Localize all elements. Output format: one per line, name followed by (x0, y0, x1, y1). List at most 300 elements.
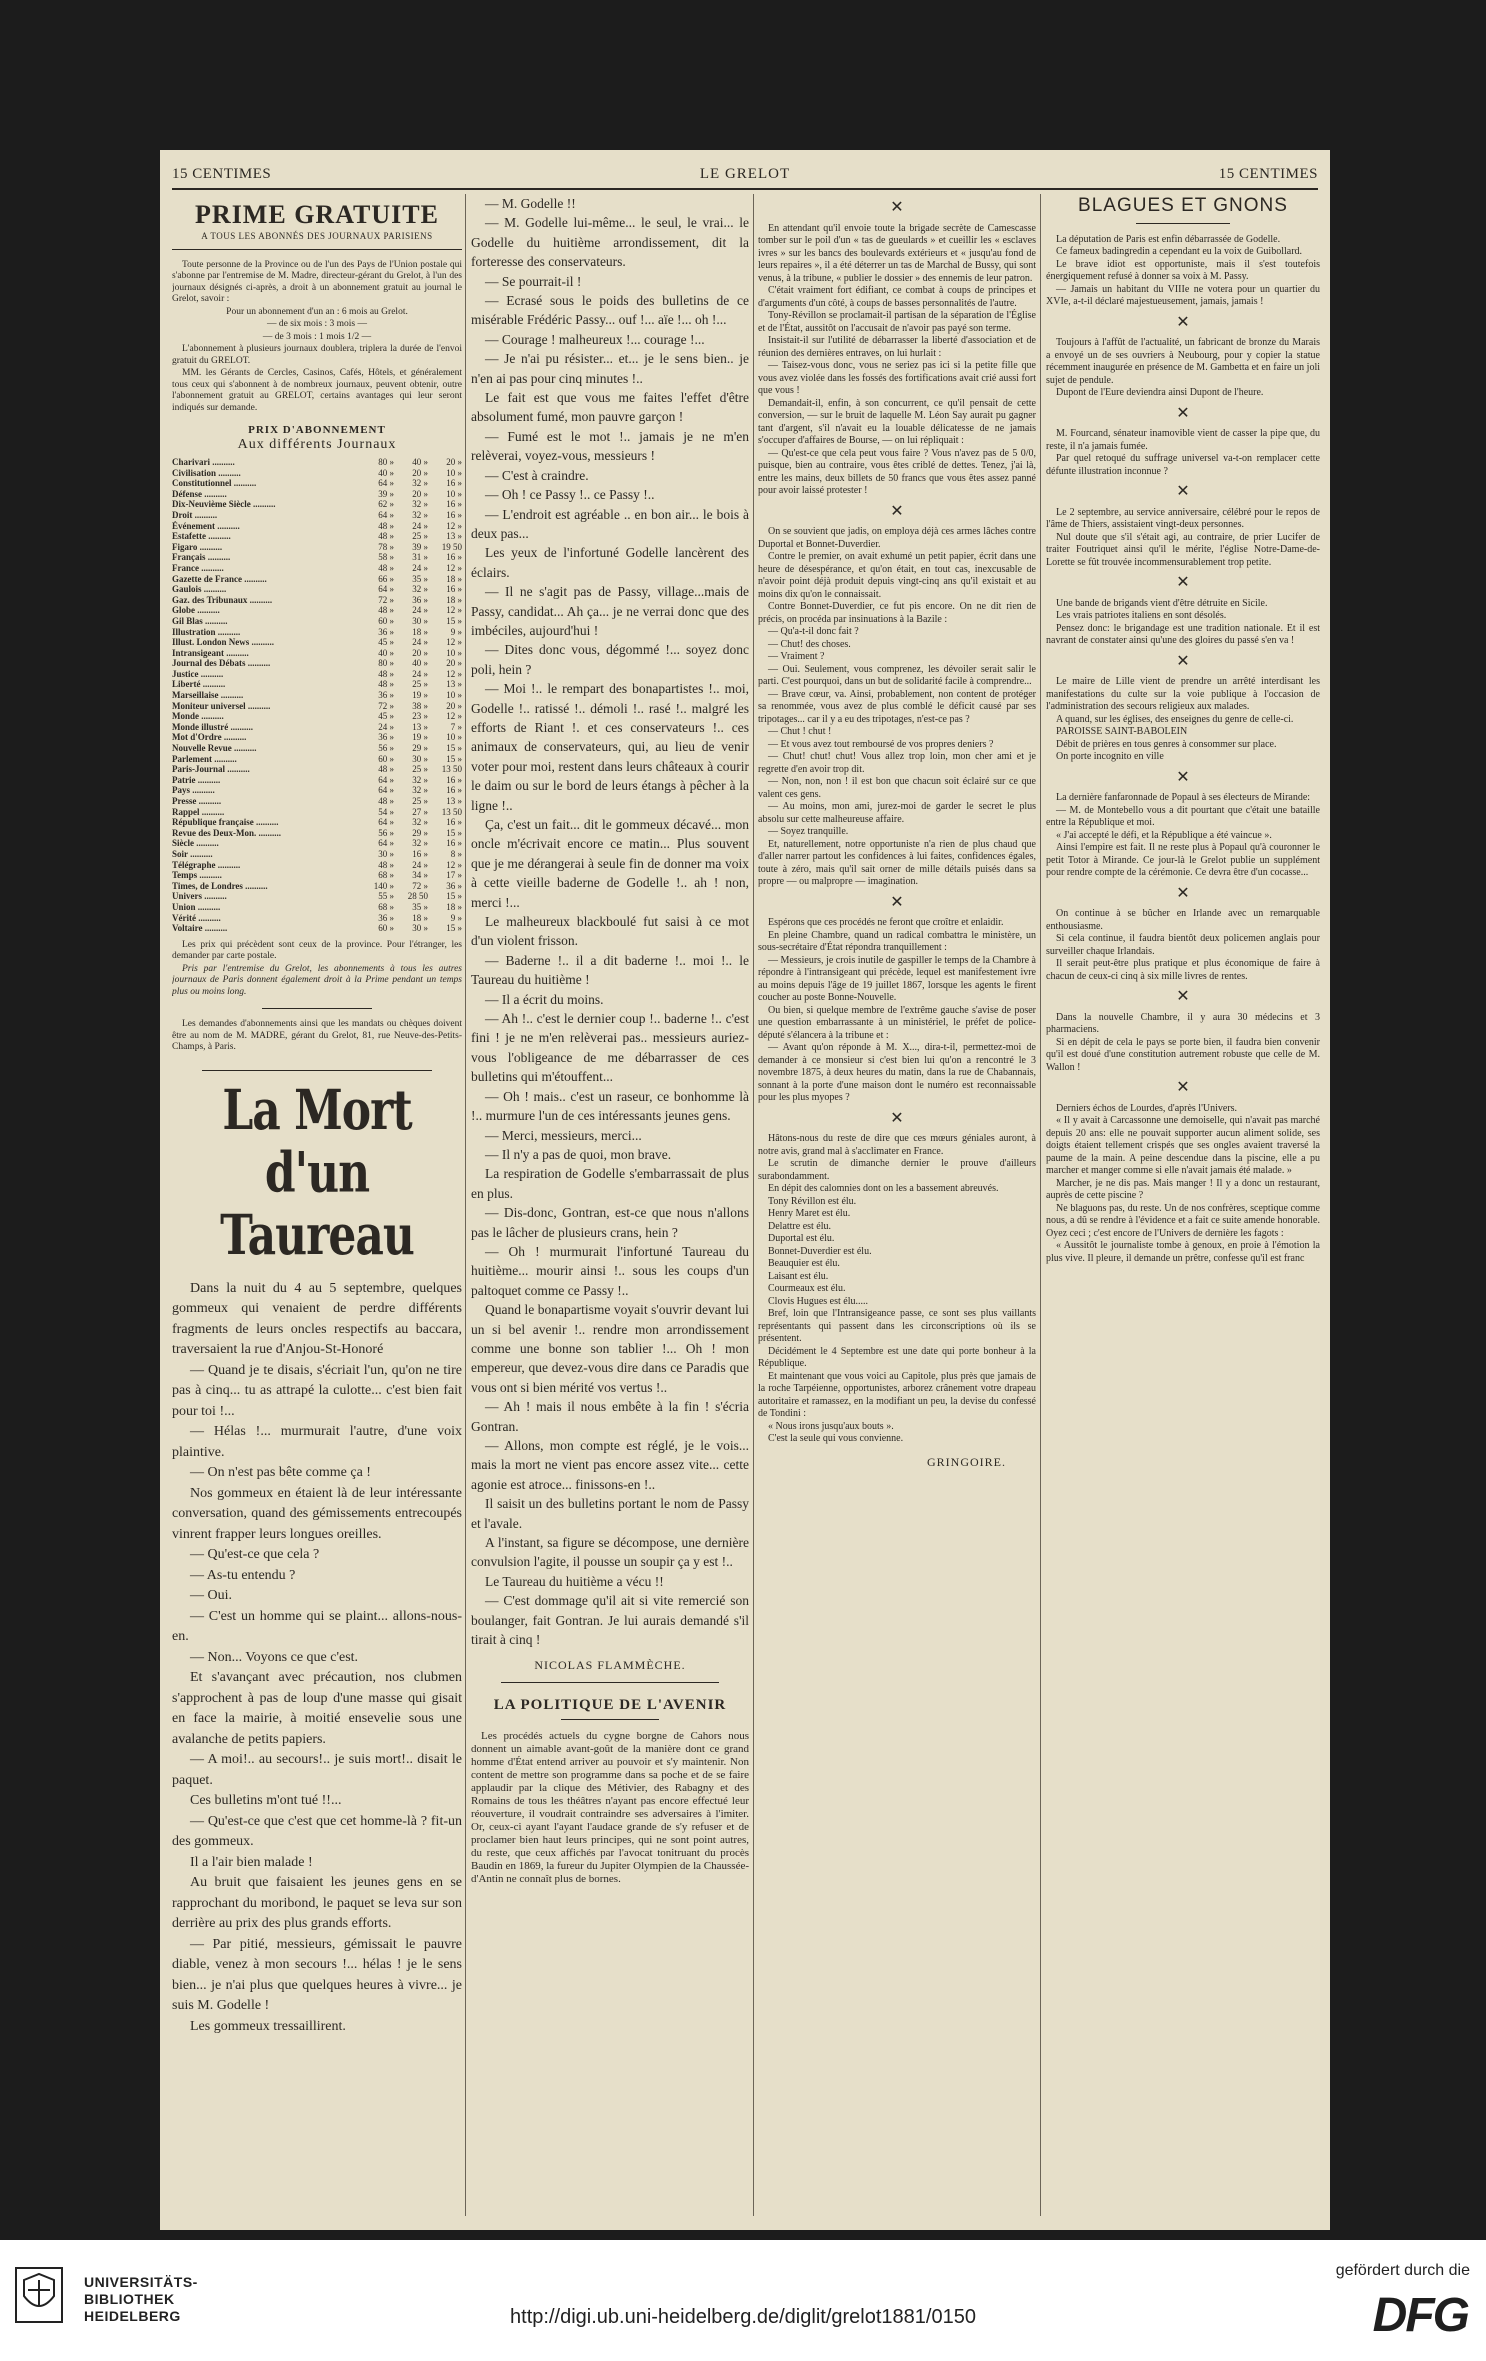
paragraph: — Brave cœur, va. Ainsi, probablement, non content de protéger sa renommée, vous avez de plus comblé le déficit causé par ses tripotages... car il y a eu des tripotages, n'est-ce pas ? (758, 688, 1036, 725)
price-row (172, 701, 462, 712)
paragraph: — Qu'est-ce que c'est que cet homme-là ? fit-un des gommeux. (172, 1813, 462, 1850)
journal-name: République française .......... (172, 817, 279, 828)
blagues-body (1046, 234, 1320, 1266)
journal-name: Parlement .......... (172, 753, 237, 764)
price-row (172, 838, 462, 849)
journal-price: 54 » (378, 806, 394, 817)
divider (262, 1008, 372, 1009)
journal-price: 16 » (446, 552, 462, 563)
journal-price: 45 » (378, 711, 394, 722)
price-row (172, 552, 462, 563)
price-row (172, 627, 462, 638)
journal-name: Soir .......... (172, 848, 213, 859)
journal-price: 64 » (378, 817, 394, 828)
journal-price: 24 » (412, 859, 428, 870)
journal-name: Télégraphe .......... (172, 859, 241, 870)
paragraph: En pleine Chambre, quand un radical combattra le ministère, un sous-secrétaire d'État répondra tranquillement : (758, 929, 1036, 953)
journal-name: Journal des Débats .......... (172, 658, 271, 669)
journal-name: Siècle .......... (172, 838, 219, 849)
journal-price: 40 » (412, 457, 428, 467)
price-row (172, 902, 462, 913)
price-row (172, 637, 462, 648)
paragraph: Demandait-il, enfin, à son concurrent, ce qu'il pensait de cette conversion, — sur le bruit de laquelle M. Léon Say aurait pu gagner tant d'argent, s'il n'avait eu la louable délicatesse de ne jamais s'occuper d'affaires de Bourse, — on lui répliquait : (758, 397, 1036, 446)
journal-price: 24 » (378, 721, 394, 732)
price-row (172, 870, 462, 881)
price-row (172, 531, 462, 542)
paragraph: — Allons, mon compte est réglé, je le vois... mais la mort ne vient pas encore assez vite... cette agonie est atroce... finissons-en !.. (471, 1438, 749, 1492)
journal-price: 72 » (378, 594, 394, 605)
journal-price: 13 » (446, 679, 462, 690)
journal-name: Patrie .......... (172, 774, 221, 785)
cross-mark: ✕ (1176, 404, 1190, 422)
price-table (172, 457, 462, 934)
journal-name: Illustration .......... (172, 626, 241, 637)
paragraph: Si en dépit de cela le pays se porte bien, il faudra bien convenir qu'il est doué d'une constitution autrement robuste que celle de M. Wallon ! (1046, 1036, 1320, 1073)
footer-bar (0, 2240, 1486, 2361)
paragraph: C'est la seule qui vous convienne. (768, 1433, 904, 1444)
journal-price: 72 » (412, 880, 428, 891)
cross-mark: ✕ (1176, 768, 1190, 786)
price-row (172, 679, 462, 690)
column-divider (1040, 194, 1041, 2216)
divider (202, 1070, 432, 1071)
politique-continuation (758, 223, 1036, 1446)
paragraph: Ainsi l'empire est fait. Il ne reste plus à Popaul qu'à couronner le petit Totor à Mirande. Ce jour-là le Grelot publie un supplément pour rendre compte de la cérémonie. Ce devra être d'un cocasse... (1046, 842, 1320, 878)
cross-mark: ✕ (890, 1109, 904, 1127)
story-body (172, 1279, 462, 2038)
story-title: La Mort d'un Taureau (220, 1078, 414, 1268)
price-row (172, 860, 462, 871)
journal-name: Paris-Journal .......... (172, 764, 250, 775)
paragraph: — Se pourrait-il ! (485, 273, 582, 289)
column-3 (758, 194, 1036, 2220)
price-row (172, 584, 462, 595)
column-divider (753, 194, 754, 2216)
paragraph: Le brave idiot est opportuniste, mais il s'est toutefois énergiquement refusé à donner sa voix à M. Passy. (1046, 258, 1320, 282)
prix-subtitle: Aux différents Journaux (237, 436, 397, 452)
paragraph: — M. de Montebello vous a dit pourtant que c'était une bataille entre la République et moi. (1046, 804, 1320, 828)
journal-price: 24 » (412, 520, 428, 531)
paragraph: — Il a écrit du moins. (485, 991, 604, 1007)
journal-price: 16 » (446, 774, 462, 785)
paragraph: Le malheureux blackboulé fut saisi à ce mot d'un violent frisson. (471, 914, 749, 949)
journal-price: 60 » (378, 753, 394, 764)
paragraph: Courmeaux est élu. (768, 1283, 846, 1294)
paragraph: En attendant qu'il envoie toute la brigade secrète de Camescasse tomber sur le poil d'un « tas de gueulards » et cueillir les « esclaves ivres » sur les bancs des boulevards extérieurs et « jusqu'au fond de leurs repaires », il a été déterrer un tas de Marchal de Bussy, qui sont venus, à la tribune, « publier le dossier » des ennemis de leur patron. (758, 222, 1036, 284)
journal-price: 12 » (446, 637, 462, 648)
price-row (172, 658, 462, 669)
paragraph: — Soyez tranquille. (768, 826, 849, 837)
journal-name: Constitutionnel .......... (172, 478, 257, 489)
paragraph: Par quel retoqué du suffrage universel va-t-on remplacer cette défunte illustration inconnue ? (1046, 453, 1320, 477)
story-continuation (471, 194, 749, 1649)
paragraph: On porte incognito en ville (1056, 751, 1164, 762)
price-row (172, 521, 462, 532)
journal-name: Voltaire .......... (172, 923, 228, 934)
journal-price: 30 » (378, 848, 394, 859)
price-row (172, 489, 462, 500)
journal-price: 10 » (446, 647, 462, 658)
journal-name: Monde illustré .......... (172, 721, 253, 732)
paragraph: — Vraiment ? (768, 651, 825, 662)
journal-name: Marseillaise .......... (172, 690, 244, 701)
paragraph: — Il n'y a pas de quoi, mon brave. (485, 1146, 672, 1162)
journal-price: 29 » (412, 827, 428, 838)
paragraph: Laisant est élu. (768, 1270, 829, 1282)
journal-price: 20 » (446, 457, 462, 467)
prime-line2: — de six mois : 3 mois — (266, 319, 368, 329)
prime-note3: Les demandes d'abonnements ainsi que les mandats ou chèques doivent être au nom de M. MADRE, gérant du Grelot, 81, rue Neuve-des-Petits-Champs, à Paris. (172, 1019, 462, 1053)
journal-price: 39 » (412, 541, 428, 552)
paragraph: En dépit des calomnies dont on les a bassement abreuvés. (768, 1183, 999, 1194)
journal-name: Français .......... (172, 552, 231, 563)
paragraph: — Oui. (190, 1588, 232, 1604)
paragraph: « Aussitôt le journaliste tombe à genoux, en proie à l'émotion la plus vive. Il pleure, il demande un prêtre, confesse qu'il est franc (1046, 1240, 1320, 1264)
journal-name: Globe .......... (172, 605, 220, 616)
journal-price: 30 » (412, 615, 428, 626)
journal-price: 27 » (412, 806, 428, 817)
cross-mark: ✕ (890, 893, 904, 911)
politique-text: Les procédés actuels du cygne borgne de Cahors nous donnent un aimable avant-goût de la manière dont ce grand homme d'État entend arriver au pouvoir et s'y maintenir. Non content de mettre son programme dans sa poche et de se faire applaudir par la clique des Métivier, des Rabagny et des Romains de tous les théâtres n'ayant pas encore effectué leur réouverture, il voudrait contraindre ses adversaires à l'imiter. Or, ceux-ci ayant l'ayant l'audace grande de s'y refuser et de proclamer bien haut leurs principes, qui ne sont point autres, du reste, que ceux affichés par l'avocat tonitruant du procès Baudin en 1869, la fureur du Jupiter Olympien de la Chaussée-d'Antin ne connaît plus de bornes. (471, 1730, 749, 1886)
journal-name: Gil Blas .......... (172, 615, 228, 626)
journal-price: 36 » (446, 880, 462, 891)
price-row (172, 913, 462, 924)
divider (561, 1719, 659, 1720)
paragraph: Décidément le 4 Septembre est une date qui porte bonheur à la République. (758, 1345, 1036, 1369)
journal-price: 60 » (378, 923, 394, 934)
journal-price: 48 » (378, 531, 394, 542)
paragraph: — A moi!.. au secours!.. je suis mort!.. disait le paquet. (172, 1752, 462, 1788)
journal-price: 10 » (446, 732, 462, 743)
journal-price: 140 » (373, 880, 394, 891)
journal-name: Monde .......... (172, 711, 224, 722)
price-row (172, 478, 462, 489)
paragraph: Pensez donc: le brigandage est une tradition nationale. Et il est navrant de constater ainsi qu'une des gloires du passé s'en va ! (1046, 622, 1320, 646)
paragraph: — Jamais un habitant du VIIIe ne votera pour un quartier du XVIe, a-t-il déclaré majestueusement, jamais, jamais ! (1046, 283, 1320, 307)
paragraph: — On n'est pas bête comme ça ! (190, 1465, 371, 1481)
paragraph: Derniers échos de Lourdes, d'après l'Univers. (1056, 1102, 1238, 1114)
price-row (172, 732, 462, 743)
journal-name: Nouvelle Revue .......... (172, 743, 257, 754)
price-row (172, 510, 462, 521)
paragraph: Ou bien, si quelque membre de l'extrême gauche s'avise de poser une question embarrassante à un ministériel, le préfet de police-député s'élancera à la tribune et : (758, 1004, 1036, 1041)
price-row (172, 722, 462, 733)
journal-price: 9 » (450, 626, 462, 637)
journal-name: Vérité .......... (172, 912, 221, 923)
price-row (172, 563, 462, 574)
journal-name: Liberté .......... (172, 679, 226, 690)
journal-price: 24 » (412, 668, 428, 679)
price-row (172, 881, 462, 892)
journal-name: Pays .......... (172, 785, 215, 796)
journal-price: 48 » (378, 562, 394, 573)
journal-name: Rappel .......... (172, 806, 225, 817)
journal-name: Justice .......... (172, 668, 224, 679)
paragraph: — Oh ! ce Passy !.. ce Passy !.. (485, 487, 655, 503)
journal-price: 24 » (412, 637, 428, 648)
paragraph: — Courage ! malheureux !... courage !... (485, 331, 705, 347)
journal-price: 66 » (378, 573, 394, 584)
price-row (172, 457, 462, 468)
paragraph: « Il y avait à Carcassonne une demoiselle, qui n'avait pas marché depuis 20 ans: elle ne pouvait supporter aucun aliment solide, ses doigts étaient tellement crispés que ses ongles avaient traversé la paume de la main. A peine descendue dans la piscine, elle a pu marcher et manger comme si elle n'avait jamais été malade. » (1046, 1115, 1320, 1176)
journal-price: 9 » (450, 912, 462, 923)
journal-price: 15 » (446, 753, 462, 764)
journal-price: 56 » (378, 743, 394, 754)
journal-price: 32 » (412, 478, 428, 489)
journal-name: Temps .......... (172, 870, 222, 881)
cross-mark: ✕ (1176, 652, 1190, 670)
journal-price: 40 » (412, 658, 428, 669)
journal-price: 60 » (378, 615, 394, 626)
journal-name: Droit .......... (172, 509, 218, 520)
journal-price: 32 » (412, 785, 428, 796)
journal-price: 18 » (412, 912, 428, 923)
journal-name: Gaulois .......... (172, 584, 227, 595)
prime-note1: Les prix qui précèdent sont ceux de la province. Pour l'étranger, les demander par carte postale. (172, 939, 462, 962)
price-row (172, 891, 462, 902)
masthead (172, 166, 1318, 190)
price-row (172, 849, 462, 860)
journal-price: 13 » (446, 531, 462, 542)
price-row (172, 468, 462, 479)
journal-price: 72 » (378, 700, 394, 711)
journal-name: Défense .......... (172, 488, 227, 499)
journal-price: 10 » (446, 690, 462, 701)
paragraph: Insistait-il sur l'utilité de débarrasser la liberté d'association et de réunion des dernières entraves, on lui hurlait : (758, 335, 1036, 359)
price-left: 15 CENTIMES (172, 166, 272, 182)
paragraph: — M. Godelle lui-même... le seul, le vrai... le Godelle du huitième arrondissement, dit la forteresse des conservateurs. (471, 215, 749, 270)
journal-price: 15 » (446, 743, 462, 754)
paragraph: — Oui. Seulement, vous comprenez, les dévoiler serait salir le parti. C'est pourquoi, dans un but de solidarité facile à comprendre... (758, 663, 1036, 687)
paragraph: La députation de Paris est enfin débarrassée de Godelle. (1056, 233, 1281, 245)
paragraph: — Dites donc vous, dégommé !... soyez donc poli, hein ? (471, 642, 749, 677)
paragraph: Le Taureau du huitième a vécu !! (485, 1573, 664, 1589)
paragraph: Le scrutin de dimanche dernier le prouve d'ailleurs surabondamment. (758, 1158, 1036, 1182)
journal-price: 48 » (378, 668, 394, 679)
price-row (172, 923, 462, 934)
price-row (172, 616, 462, 627)
cross-mark: ✕ (890, 199, 904, 216)
paragraph: — Ah ! mais il nous embête à la fin ! s'écria Gontran. (471, 1399, 749, 1434)
cross-mark: ✕ (1176, 313, 1190, 331)
paragraph: A l'instant, sa figure se décompose, une dernière convulsion l'agite, il pousse un soupir ça y est !.. (471, 1535, 749, 1570)
source-url[interactable]: http://digi.ub.uni-heidelberg.de/diglit/grelot1881/0150 (510, 2306, 976, 2328)
paragraph: — As-tu entendu ? (190, 1567, 296, 1583)
journal-price: 32 » (412, 584, 428, 595)
journal-price: 35 » (412, 901, 428, 912)
journal-price: 16 » (446, 785, 462, 796)
paragraph: On continue à se bûcher en Irlande avec un remarquable enthousiasme. (1046, 908, 1320, 932)
paragraph: — Et vous avez tout remboursé de vos propres deniers ? (768, 738, 994, 750)
journal-price: 25 » (412, 679, 428, 690)
paragraph: « J'ai accepté le défi, et la République a été vaincue ». (1056, 829, 1272, 841)
column-2 (471, 194, 749, 2220)
price-row (172, 775, 462, 786)
journal-price: 19 » (412, 690, 428, 701)
paragraph: — Non, non, non ! il est bon que chacun soit éclairé sur ce que valent ces gens. (758, 776, 1036, 800)
paragraph: — Messieurs, je crois inutile de gaspiller le temps de la Chambre à répondre à l'intransigeant qui précède, lequel est manifestement ivre au moins depuis l'âge de 19 juillet 1867, lorsque les agents le firent coucher au poste Bonne-Nouvelle. (758, 954, 1036, 1003)
paragraph: Duportal est élu. (768, 1233, 835, 1244)
journal-price: 40 » (378, 647, 394, 658)
journal-price: 64 » (378, 838, 394, 849)
funding-label: gefördert durch die (1335, 2262, 1470, 2279)
price-row (172, 743, 462, 754)
journal-price: 80 » (378, 457, 394, 467)
paragraph: — Au moins, mon ami, jurez-moi de garder le secret le plus absolu sur cette malheureuse affaire. (758, 801, 1036, 825)
paragraph: Et maintenant que vous voici au Capitole, plus près que jamais de la roche Tarpéienne, opportunistes, arborez crânement votre drapeau autoritaire et ramassez, en la modifiant un peu, la devise du confessé de Tondini : (758, 1370, 1036, 1419)
prime-line3: — de 3 mois : 1 mois 1/2 — (262, 331, 372, 342)
signature-gringoire: GRINGOIRE. (927, 1454, 1006, 1469)
cross-mark: ✕ (1176, 483, 1190, 500)
journal-price: 48 » (378, 679, 394, 690)
journal-price: 38 » (412, 700, 428, 711)
journal-price: 12 » (446, 859, 462, 870)
paragraph: Et s'avançant avec précaution, nos clubmen s'approchent à pas de loup d'une masse qui gisait en face la mairie, à moitié ensevelie sous une avalanche de petits papiers. (172, 1670, 462, 1747)
paragraph: — Fumé est le mot !.. jamais je ne m'en relèverai, voyez-vous, messieurs ! (471, 428, 749, 464)
paragraph: Ce fameux badingredin a cependant eu la voix de Guibollard. (1056, 246, 1303, 257)
journal-price: 24 » (412, 605, 428, 616)
journal-price: 15 » (446, 891, 462, 902)
prix-title: PRIX D'ABONNEMENT (248, 424, 386, 436)
price-row (172, 574, 462, 585)
paragraph: — L'endroit est agréable .. en bon air... le bois à deux pas... (471, 506, 749, 541)
paragraph: — Qu'a-t-il donc fait ? (768, 626, 859, 637)
paragraph: — Quand je te disais, s'écriait l'un, qu'on ne tire pas à cinq... tu as attrapé la culotte... c'est bien fait pour toi !... (172, 1362, 462, 1419)
paragraph: — Ecrasé sous le poids des bulletins de ce misérable Frédéric Passy... ouf !... aïe !... oh !... (471, 293, 749, 328)
paragraph: Ça, c'est un fait... dit le gommeux décavé... mon oncle m'écrivait encore ce matin... Plus souvent que je me dérangerai à seule fin de donner ma voix à cette vieille baderne de Godelle !.. ah ! non, merci !... (471, 817, 749, 910)
journal-price: 17 » (446, 870, 462, 881)
journal-price: 48 » (378, 859, 394, 870)
journal-price: 35 » (412, 573, 428, 584)
paragraph: — Ah !.. c'est le dernier coup !.. baderne !.. c'est fini ! je ne m'en relèverai pas.. messieurs auriez-vous l'obligeance de me débarrasser de ces bulletins qui m'étouffent... (471, 1011, 749, 1085)
price-row (172, 499, 462, 510)
cross-mark: ✕ (1176, 988, 1190, 1005)
journal-name: Times, de Londres .......... (172, 880, 268, 891)
journal-price: 15 » (446, 923, 462, 934)
cross-mark: ✕ (890, 502, 904, 520)
paragraph: — Non... Voyons ce que c'est. (190, 1649, 359, 1665)
journal-price: 18 » (412, 626, 428, 637)
journal-price: 20 » (446, 658, 462, 669)
journal-price: 36 » (378, 626, 394, 637)
journal-price: 31 » (412, 552, 428, 563)
paragraph: Hâtons-nous du reste de dire que ces mœurs géniales auront, à notre avis, grand mal à s'acclimater en France. (758, 1133, 1036, 1157)
paragraph: — C'est dommage qu'il ait si vite remercié son boulanger, fait Gontran. Je lui aurais demandé s'il tirait à cinq ! (471, 1593, 749, 1648)
journal-price: 55 » (378, 891, 394, 902)
journal-price: 13 50 (441, 764, 462, 775)
paragraph: Delattre est élu. (768, 1220, 832, 1232)
journal-price: 13 » (446, 796, 462, 806)
journal-price: 62 » (378, 499, 394, 510)
paragraph: Les gommeux tressaillirent. (190, 2018, 346, 2034)
journal-name: Civilisation .......... (172, 467, 241, 478)
journal-price: 64 » (378, 785, 394, 796)
paragraph: — Baderne !.. il a dit baderne !.. moi !.. le Taureau du huitième ! (471, 952, 749, 988)
journal-price: 64 » (378, 509, 394, 520)
paragraph: — Qu'est-ce que cela ? (190, 1547, 320, 1563)
journal-price: 16 » (446, 817, 462, 828)
column-1 (172, 194, 462, 2220)
journal-price: 25 » (412, 796, 428, 806)
paragraph: Clovis Hugues est élu..... (768, 1295, 868, 1307)
journal-price: 15 » (446, 615, 462, 626)
paragraph: Au bruit que faisaient les jeunes gens en se rapprochant du moribond, le paquet se leva sur son derrière au prix des plus grands efforts. (172, 1875, 462, 1932)
journal-price: 64 » (378, 478, 394, 489)
price-row (172, 817, 462, 828)
journal-name: Illust. London News .......... (172, 637, 275, 648)
politique-title: LA POLITIQUE DE L'AVENIR (493, 1696, 727, 1713)
paragraph: — Dis-donc, Gontran, est-ce que nous n'allons pas le lâcher de plusieurs crans, hein ? (471, 1205, 749, 1240)
journal-price: 16 » (446, 499, 462, 510)
journal-name: Union .......... (172, 901, 221, 912)
price-row (172, 542, 462, 553)
paragraph: Nul doute que s'il s'était agi, au contraire, de prier Lucifer de traiter Foutriquet ainsi qu'il le mérite, l'église Notre-Dame-de-Lorette se fût trouvée incommensurablement trop petite. (1046, 531, 1320, 568)
paragraph: Ces bulletins m'ont tué !!... (190, 1793, 342, 1809)
paragraph: Marcher, je ne dis pas. Mais manger ! Il y a donc un restaurant, auprès de cette piscine ? (1046, 1177, 1320, 1201)
paragraph: « Nous irons jusqu'aux bouts ». (768, 1420, 894, 1432)
paragraph: — Merci, messieurs, merci... (485, 1127, 642, 1143)
journal-price: 16 » (412, 848, 428, 859)
paragraph: Ne blaguons pas, du reste. Un de nos confrères, sceptique comme nous, a dû se rendre à l'évidence et a fait ce suite amende honorable. Oyez ceci ; c'est encore de l'Univers de dernière les fagots : (1046, 1202, 1320, 1239)
journal-price: 13 50 (441, 806, 462, 817)
journal-price: 20 » (412, 647, 428, 658)
paragraph: Espérons que ces procédés ne feront que croître et enlaidir. (768, 917, 1004, 928)
journal-name: Mot d'Ordre .......... (172, 732, 247, 743)
journal-price: 32 » (412, 499, 428, 510)
paragraph: — Qu'est-ce que cela peut vous faire ? Vous n'avez pas de 5 0/0, puisque, bien au contraire, vous êtes criblé de dettes. Tenez, j'ai là, entre les mains, deux billets de 50 francs que vous êtes assez panné pour avoir laissé protester ! (758, 447, 1036, 496)
paragraph: — Taisez-vous donc, vous ne seriez pas ici si la petite fille que vous avez violée dans les fossés des fortifications avait crié aussi fort que vous ! (758, 360, 1036, 396)
journal-price: 7 » (450, 721, 462, 732)
column-4 (1046, 194, 1320, 2220)
signature-flammeche: NICOLAS FLAMMÈCHE. (534, 1658, 686, 1673)
newspaper-title: LE GRELOT (699, 166, 791, 182)
paragraph: — Chut! des choses. (768, 638, 851, 650)
journal-price: 48 » (378, 605, 394, 616)
paragraph: — Chut! chut! chut! Vous allez trop loin, mon cher ami et je regrette d'en avoir trop dit. (758, 751, 1036, 775)
journal-price: 80 » (378, 658, 394, 669)
journal-price: 36 » (412, 594, 428, 605)
paragraph: C'était vraiment fort édifiant, ce combat à coups de principes et d'arguments d'un côté, à coups de basses personnalités de l'autre. (758, 285, 1036, 309)
journal-price: 30 » (412, 923, 428, 934)
paragraph: Bref, loin que l'Intransigeance passe, ce sont ses plus vaillants représentants qui passent dans les circonscriptions où ils se présentent. (758, 1308, 1036, 1344)
price-row (172, 785, 462, 796)
paragraph: M. Fourcand, sénateur inamovible vient de casser la pipe que, du reste, il n'a jamais fumée. (1046, 428, 1320, 452)
paragraph: Quand le bonapartisme voyait s'ouvrir devant lui un si bel avenir !.. rendre mon arrondissement comme une bonne son tablier !... Oh ! mon empereur, que devez-vous dire dans ce Paradis que vous ont si bien mérité vos vertus !.. (471, 1302, 749, 1395)
paragraph: — Je n'ai pu résister... et... je le sens bien.. je n'en ai pas pour cinq minutes !.. (471, 351, 749, 386)
journal-price: 20 » (412, 488, 428, 499)
journal-price: 68 » (378, 870, 394, 881)
paragraph: Si cela continue, il faudra bientôt deux policemen anglais pour surveiller chaque Irlandais. (1046, 933, 1320, 957)
price-row (172, 669, 462, 680)
paragraph: La dernière fanfaronnade de Popaul à ses électeurs de Mirande: (1056, 792, 1311, 803)
paragraph: — Chut ! chut ! (768, 726, 832, 737)
journal-price: 16 » (446, 509, 462, 520)
journal-price: 48 » (378, 520, 394, 531)
journal-price: 25 » (412, 764, 428, 775)
library-name: UNIVERSITÄTS- BIBLIOTHEK HEIDELBERG (84, 2274, 198, 2324)
journal-price: 68 » (378, 901, 394, 912)
paragraph: Tony Révillon est élu. (768, 1195, 857, 1207)
price-row (172, 605, 462, 616)
journal-price: 12 » (446, 605, 462, 616)
journal-price: 48 » (378, 796, 394, 806)
paragraph: Bonnet-Duverdier est élu. (768, 1245, 872, 1257)
journal-price: 36 » (378, 912, 394, 923)
paragraph: Toujours à l'affût de l'actualité, un fabricant de bronze du Marais a envoyé un de ses ouvriers à Neubourg, pour y copier la statue récemment inaugurée en présence de M. Gambetta et en faire un joli sujet de pendule. (1046, 337, 1320, 386)
paragraph: Les vrais patriotes italiens en sont désolés. (1056, 610, 1227, 621)
paragraph: — Oh ! murmurait l'infortuné Taureau du huitième... mourir ainsi !.. sous les coups d'un paltoquet comme ce Passy !.. (471, 1243, 749, 1298)
paragraph: Dans la nuit du 4 au 5 septembre, quelques gommeux qui venaient de perdre différents fragments de leurs oncles respectifs au baccara, traversaient la rue d'Anjou-St-Honoré (172, 1280, 462, 1358)
